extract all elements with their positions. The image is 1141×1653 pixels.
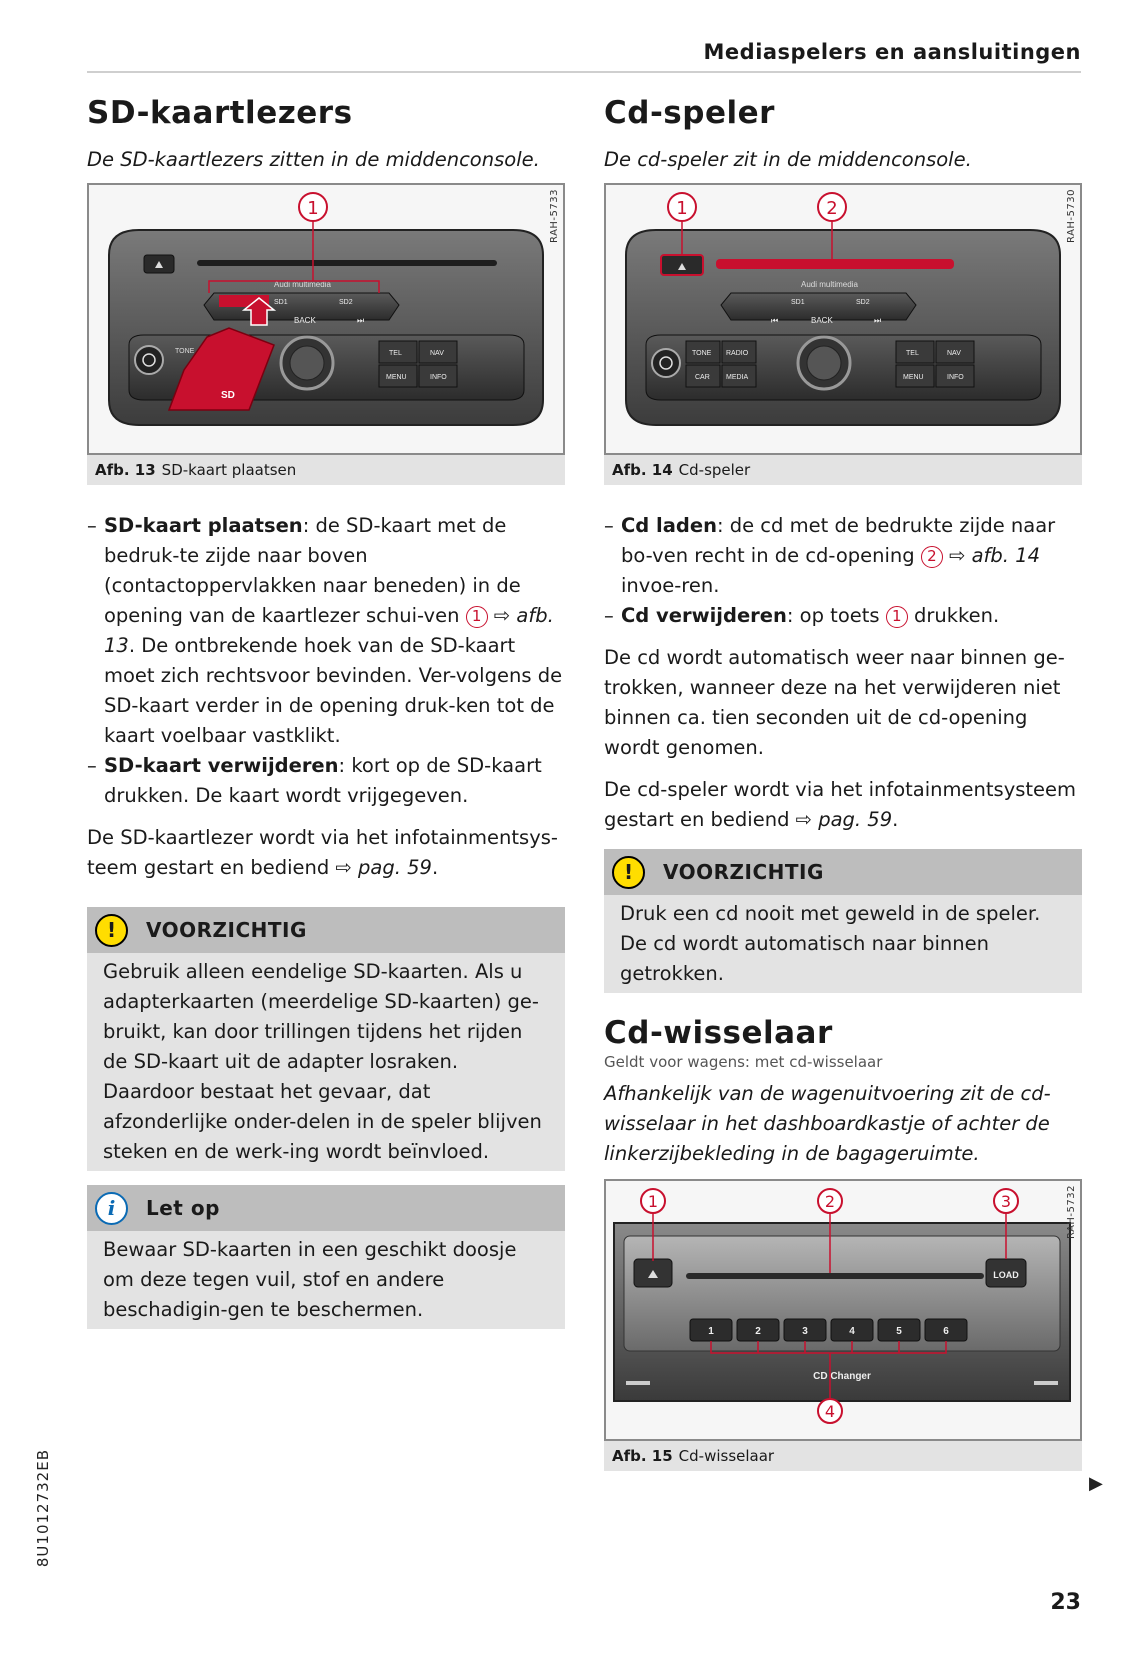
cross-reference-link[interactable]: ⇨ afb. 14 (949, 544, 1041, 567)
nav-label: NAV (947, 350, 961, 357)
info-label: INFO (947, 374, 964, 381)
warning-title: VOORZICHTIG (146, 918, 307, 942)
running-header: Mediaspelers en aansluitingen (703, 40, 1081, 64)
svg-text:1: 1 (647, 1192, 659, 1211)
cross-reference-link[interactable]: ⇨ pag. 59 (795, 808, 893, 831)
sd1-label: SD1 (791, 299, 805, 306)
power-knob (135, 346, 163, 374)
menu-label: MENU (903, 374, 924, 381)
svg-text:4: 4 (824, 1402, 836, 1421)
list-item: – Cd laden: de cd met de bedrukte zijde naar bo-ven recht in de cd-opening 2 ⇨ afb. 14 invoe-ren. (604, 511, 1082, 601)
note-body: Bewaar SD-kaarten in een geschikt doosje om deze tegen vuil, stof en andere beschadigin-gen te beschermen. (103, 1238, 517, 1321)
warning-box (604, 849, 1082, 993)
applicability-note: Geldt voor wagens: met cd-wisselaar (604, 1053, 883, 1071)
svg-text:3: 3 (802, 1326, 808, 1337)
note-box (87, 1185, 565, 1329)
info-icon: i (95, 1192, 128, 1225)
figure-code: RAH-5730 (1066, 189, 1077, 243)
figure-code: RAH-5733 (549, 189, 560, 243)
tel-label: TEL (906, 350, 919, 357)
paragraph: De cd-speler wordt via het infotainmentsysteem gestart en bediend ⇨ pag. 59. (604, 778, 1077, 831)
list-item: – SD-kaart verwijderen: kort op de SD-kaart drukken. De kaart wordt vrijgegeven. (87, 751, 565, 811)
left-column (87, 95, 565, 1329)
page-number: 23 (1050, 1590, 1081, 1615)
warning-box (87, 907, 565, 1171)
intro-cd: De cd-speler zit in de middenconsole. (604, 148, 972, 171)
svg-text:1: 1 (708, 1326, 714, 1337)
svg-text:2: 2 (824, 1192, 836, 1211)
info-label: INFO (430, 374, 447, 381)
section-heading-changer: Cd-wisselaar (604, 1015, 833, 1051)
sd2-label: SD2 (856, 299, 870, 306)
sd1-label: SD1 (274, 299, 288, 306)
paragraph: De SD-kaartlezer wordt via het infotainmentsys-teem gestart en bediend ⇨ pag. 59. (87, 826, 558, 879)
cd-changer-illustration (606, 1181, 1080, 1439)
figure-15 (604, 1179, 1082, 1471)
cross-reference-link[interactable]: ⇨ afb. 13 (104, 604, 554, 657)
tone-label: TONE (175, 348, 195, 355)
figure-13 (87, 183, 565, 485)
tel-label: TEL (389, 350, 402, 357)
sd2-label: SD2 (339, 299, 353, 306)
svg-text:SD: SD (221, 390, 235, 401)
figure-caption: Afb. 14 Cd-speler (604, 455, 1082, 485)
svg-text:2: 2 (826, 198, 838, 219)
changer-brand-label: CD Changer (813, 1371, 871, 1382)
section-heading-cd: Cd-speler (604, 95, 775, 131)
figure-13-image (87, 183, 565, 455)
skip-prev-label: ⏮ (771, 316, 779, 325)
callout-ref: 2 (921, 546, 943, 568)
warning-icon: ! (95, 914, 128, 947)
intro-sd: De SD-kaartlezers zitten in de middenconsole. (87, 148, 540, 171)
figure-15-image (604, 1179, 1082, 1441)
svg-text:2: 2 (755, 1326, 761, 1337)
figure-caption: Afb. 15 Cd-wisselaar (604, 1441, 1082, 1471)
cross-reference-link[interactable]: ⇨ pag. 59 (335, 856, 432, 879)
list-item: – Cd verwijderen: op toets 1 drukken. (604, 601, 1082, 631)
radio-label: RADIO (726, 350, 749, 357)
paragraph: De cd wordt automatisch weer naar binnen ge-trokken, wanneer deze na het verwijderen niet binnen ca. tien seconden uit de cd-opening wordt genomen. (604, 646, 1065, 759)
warning-body: Druk een cd nooit met geweld in de speler. De cd wordt automatisch naar binnen getrokken. (620, 902, 1041, 985)
back-label: BACK (811, 316, 833, 325)
callout-ref: 1 (466, 606, 488, 628)
brand-label: Audi multimedia (274, 280, 331, 289)
sd-reader-illustration (89, 185, 563, 453)
instruction-list (87, 511, 565, 811)
instruction-list (604, 511, 1082, 631)
note-title: Let op (146, 1196, 220, 1220)
warning-body: Gebruik alleen eendelige SD-kaarten. Als u adapterkaarten (meerdelige SD-kaarten) ge-bruikt, kan door trillingen tijdens het rijden de SD-kaart uit de adapter losraken. Daardoor bestaat het gevaar, dat afzonderlijke onder-delen in de speler blijven steken en de werk-ing wordt beïnvloed. (103, 960, 542, 1163)
figure-14-image (604, 183, 1082, 455)
cd-player-illustration (606, 185, 1080, 453)
svg-text:1: 1 (676, 198, 688, 219)
list-item: – SD-kaart plaatsen: de SD-kaart met de bedruk-te zijde naar boven (contactoppervlakken naar beneden) in de opening van de kaartlezer schui-ven 1 ⇨ afb. 13. De ontbrekende hoek van de SD-kaart moet zich rechtsvoor bevinden. Ver-volgens de SD-kaart verder in de opening druk-ken tot de kaart voelbaar vastklikt. (87, 511, 565, 751)
tone-label: TONE (692, 350, 712, 357)
skip-next-label: ⏭ (357, 316, 365, 325)
svg-text:5: 5 (896, 1326, 902, 1337)
load-label: LOAD (993, 1270, 1019, 1280)
svg-text:4: 4 (849, 1326, 855, 1337)
warning-icon: ! (612, 856, 645, 889)
document-code: 8U1012732EB (34, 1449, 52, 1568)
skip-next-label: ⏭ (874, 316, 882, 325)
power-knob (652, 349, 680, 377)
figure-code: RAH-5732 (1066, 1185, 1077, 1239)
warning-title: VOORZICHTIG (663, 860, 824, 884)
figure-caption: Afb. 13 SD-kaart plaatsen (87, 455, 565, 485)
callout-ref: 1 (886, 606, 908, 628)
figure-14 (604, 183, 1082, 485)
header-rule (87, 71, 1081, 73)
nav-label: NAV (430, 350, 444, 357)
svg-text:1: 1 (307, 198, 319, 219)
svg-text:3: 3 (1000, 1192, 1012, 1211)
right-column (604, 95, 1082, 1471)
brand-label: Audi multimedia (801, 280, 858, 289)
intro-changer: Afhankelijk van de wagenuitvoering zit de cd-wisselaar in het dashboardkastje of achter de linkerzijbekleding in de bagageruimte. (604, 1082, 1051, 1165)
menu-label: MENU (386, 374, 407, 381)
back-label: BACK (294, 316, 316, 325)
svg-text:6: 6 (943, 1326, 949, 1337)
media-label: MEDIA (726, 374, 749, 381)
car-label: CAR (695, 374, 710, 381)
next-page-arrow-icon[interactable]: ▶ (1089, 1473, 1103, 1494)
section-heading-sd: SD-kaartlezers (87, 95, 353, 131)
